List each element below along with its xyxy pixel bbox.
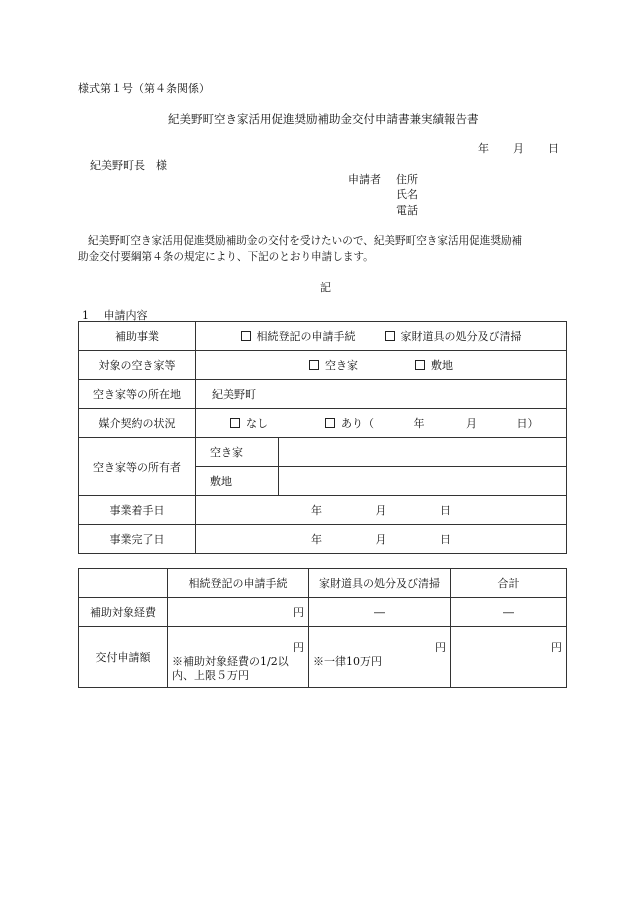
row-label: 空き家等の所有者 — [79, 438, 196, 496]
owner-sub-label: 空き家 — [196, 438, 279, 467]
household-expense-cell: ― — [309, 598, 451, 627]
start-date-field[interactable]: 年 月 日 — [196, 496, 567, 525]
ki-heading: 記 — [320, 281, 331, 294]
addressee: 紀美野町長 様 — [90, 159, 167, 172]
name-label: 氏名 — [396, 188, 418, 201]
total-amount-cell[interactable] — [451, 627, 567, 688]
body-text-line1: 紀美野町空き家活用促進奨励補助金の交付を受けたいので、紀美野町空き家活用促進奨励補 — [88, 235, 523, 247]
column-header: 家財道具の処分及び清掃 — [309, 569, 451, 598]
date-month-label: 月 — [513, 142, 524, 155]
subsidy-options: 相続登記の申請手続 家財道具の処分及び清掃 — [196, 322, 567, 351]
address-label: 住所 — [396, 173, 418, 186]
column-header: 合計 — [451, 569, 567, 598]
checkbox-icon[interactable] — [309, 360, 319, 370]
inheritance-amount-cell[interactable] — [168, 627, 309, 688]
column-header: 相続登記の申請手続 — [168, 569, 309, 598]
location-value[interactable]: 紀美野町 — [196, 380, 567, 409]
phone-label: 電話 — [396, 204, 418, 217]
yen-unit: 円 — [551, 641, 562, 654]
inheritance-expense-cell[interactable]: 円 — [168, 598, 309, 627]
amount-note: 内、上限５万円 — [172, 669, 249, 682]
checkbox-icon[interactable] — [325, 418, 335, 428]
document-title: 紀美野町空き家活用促進奨励補助金交付申請書兼実績報告書 — [168, 112, 479, 126]
table-row — [79, 351, 567, 380]
table-row — [79, 438, 567, 467]
date-year-label: 年 — [478, 142, 489, 155]
total-expense-cell: ― — [451, 598, 567, 627]
table-row — [79, 627, 567, 688]
row-label: 交付申請額 — [79, 627, 168, 688]
body-text-line2: 助金交付要綱第４条の規定により、下記のとおり申請します。 — [78, 251, 374, 263]
date-day-label: 日 — [548, 142, 559, 155]
table-row — [79, 569, 567, 598]
table-row — [79, 409, 567, 438]
application-table — [78, 321, 567, 554]
table-row — [79, 496, 567, 525]
checkbox-icon[interactable] — [241, 331, 251, 341]
table-row — [79, 380, 567, 409]
table-row — [79, 525, 567, 554]
yen-unit: 円 — [435, 641, 446, 654]
row-label: 補助対象経費 — [79, 598, 168, 627]
end-date-field[interactable]: 年 月 日 — [196, 525, 567, 554]
row-label: 媒介契約の状況 — [79, 409, 196, 438]
applicant-label: 申請者 — [348, 173, 381, 186]
owner-land-field[interactable] — [279, 467, 567, 496]
checkbox-icon[interactable] — [230, 418, 240, 428]
section-heading: 1 申請内容 — [82, 309, 148, 322]
row-label: 事業完了日 — [79, 525, 196, 554]
row-label: 補助事業 — [79, 322, 196, 351]
row-label: 対象の空き家等 — [79, 351, 196, 380]
expense-table — [78, 568, 567, 688]
yen-unit: 円 — [293, 641, 304, 654]
checkbox-icon[interactable] — [385, 331, 395, 341]
household-amount-cell[interactable] — [309, 627, 451, 688]
target-options: 空き家 敷地 — [196, 351, 567, 380]
blank-header-cell — [79, 569, 168, 598]
amount-note: ※補助対象経費の1/2以 — [172, 655, 289, 668]
owner-sub-label: 敷地 — [196, 467, 279, 496]
form-number: 様式第１号（第４条関係） — [78, 82, 210, 95]
row-label: 事業着手日 — [79, 496, 196, 525]
row-label: 空き家等の所在地 — [79, 380, 196, 409]
checkbox-icon[interactable] — [415, 360, 425, 370]
contract-options: なし あり（ 年 月 日） — [196, 409, 567, 438]
owner-house-field[interactable] — [279, 438, 567, 467]
amount-note: ※一律10万円 — [313, 655, 382, 668]
table-row — [79, 322, 567, 351]
table-row — [79, 598, 567, 627]
